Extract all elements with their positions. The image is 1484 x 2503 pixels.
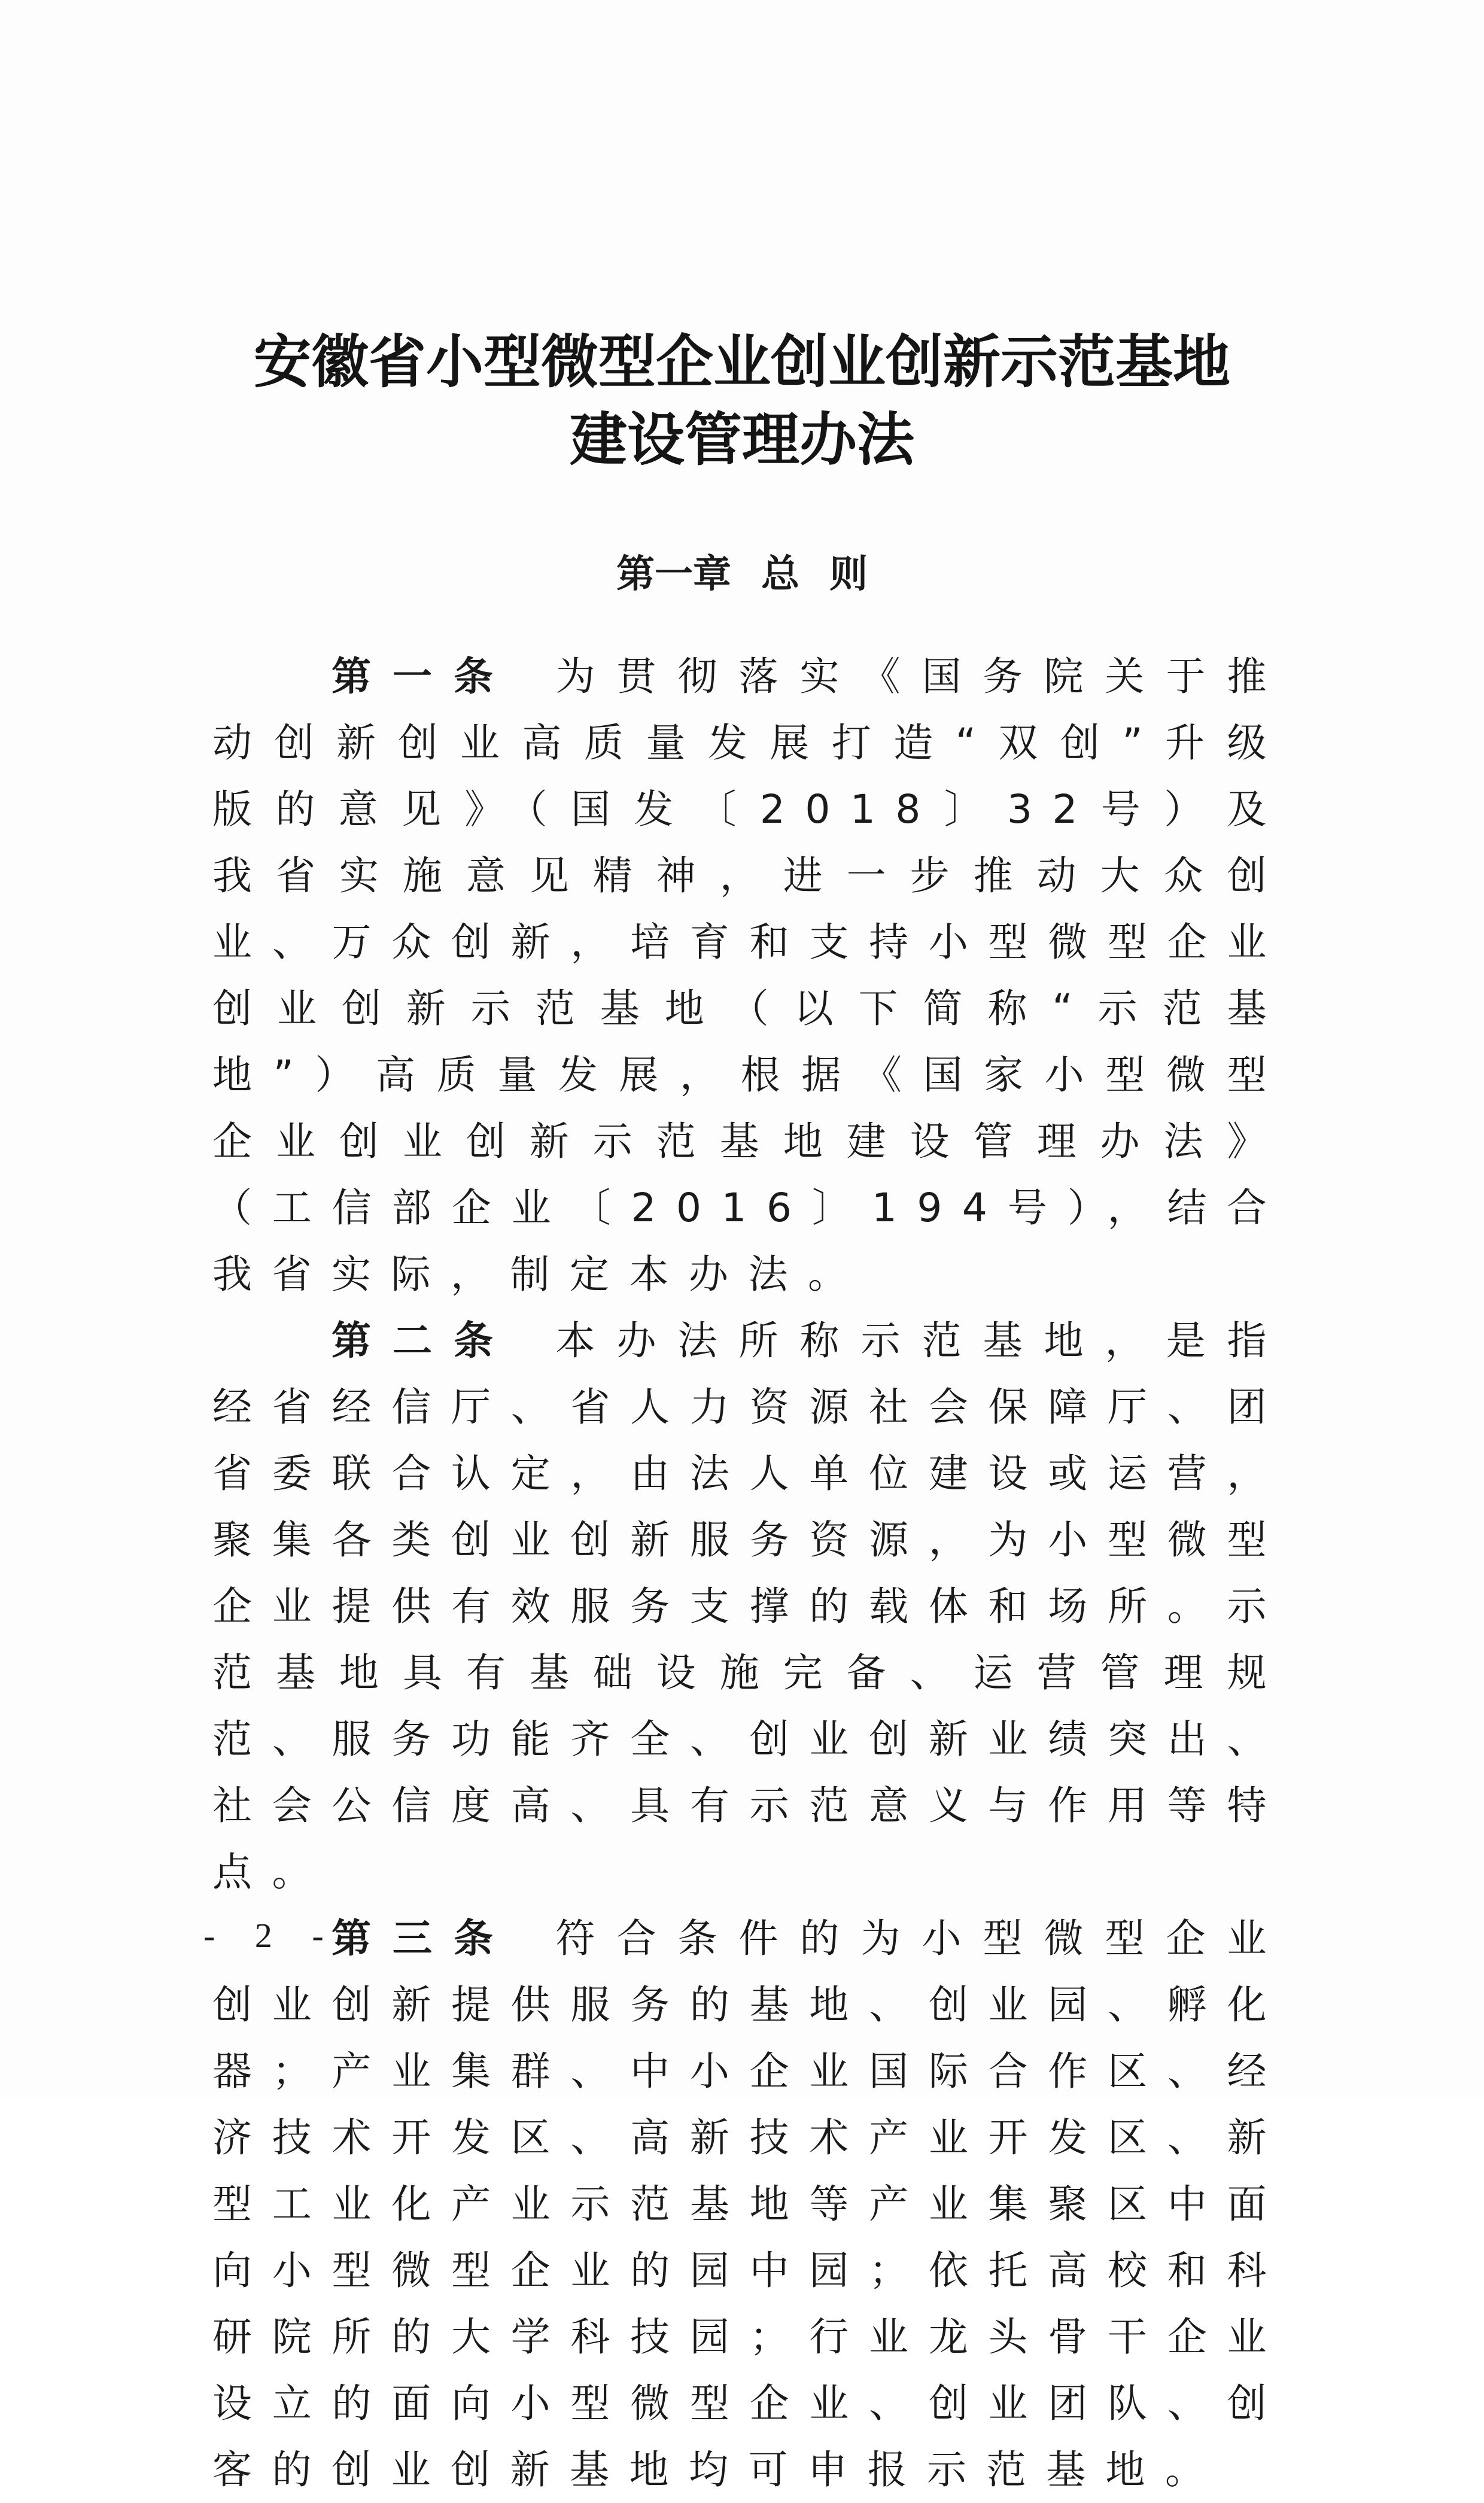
title-line-1: 安徽省小型微型企业创业创新示范基地 [254,328,1230,396]
document-title [0,323,1484,479]
article-text: 本办法所称示范基地，是指经省经信厅、省人力资源社会保障厅、团省委联合认定，由法人单位建设或运营，聚集各类创业创新服务资源，为小型微型企业提供有效服务支撑的载体和场所。示范基地具有基础设施完备、运营管理规范、服务功能齐全、创业创新业绩突出、社会公信度高、具有示范意义与作用等特点。 [212,1318,1287,1895]
chapter-name-part-1: 总 [761,552,799,597]
article-paragraph-2 [212,1307,1287,1905]
article-text: 符合条件的为小型微型企业创业创新提供服务的基地、创业园、孵化器；产业集群、中小企业国际合作区、经济技术开发区、高新技术产业开发区、新型工业化产业示范基地等产业集聚区中面向小型微型企业的园中园；依托高校和科研院所的大学科技园；行业龙头骨干企业设立的面向小型微型企业、创业团队、创客的创业创新基地均可申报示范基地。 [212,1915,1287,2493]
title-line-2: 建设管理办法 [570,406,914,473]
article-text: 为贯彻落实《国务院关于推动创新创业高质量发展打造“双创”升级版的意见》（国发〔2018〕32号）及我省实施意见精神，进一步推动大众创业、万众创新，培育和支持小型微型企业创业创新示范基地（以下简称“示范基地”）高质量发展，根据《国家小型微型企业创业创新示范基地建设管理办法》（工信部企业〔2016〕194号），结合我省实际，制定本办法。 [212,653,1287,1297]
article-paragraph-3 [212,1905,1287,2503]
article-label: 第二条 [332,1318,515,1364]
chapter-heading [0,545,1484,604]
page-number: - 2 - [203,1916,339,1955]
document-body [212,643,1287,2503]
chapter-number: 第一章 [616,552,731,597]
article-label: 第三条 [332,1915,515,1961]
article-paragraph-1 [212,643,1287,1307]
chapter-name-part-2: 则 [829,552,868,597]
article-label: 第一条 [332,653,515,699]
